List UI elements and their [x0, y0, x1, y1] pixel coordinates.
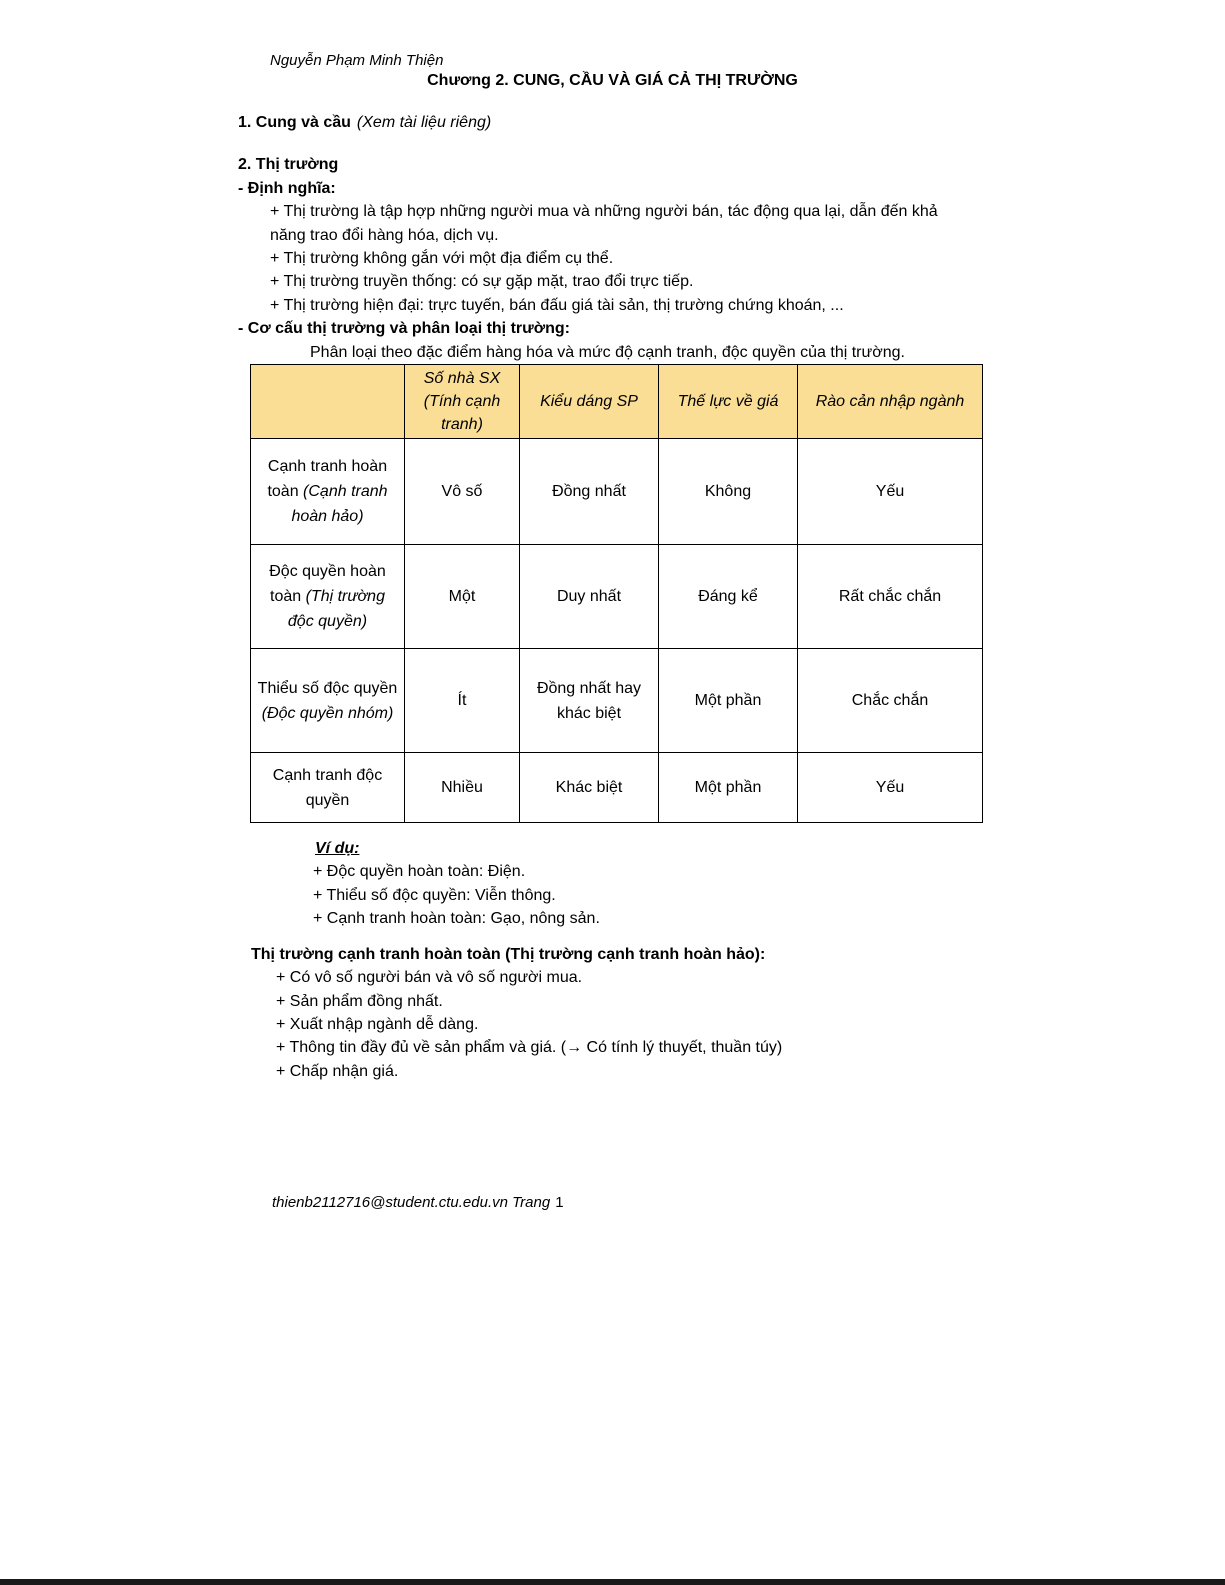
example-item: + Thiểu số độc quyền: Viễn thông.: [313, 886, 556, 904]
perfect-market-item: + Xuất nhập ngành dễ dàng.: [276, 1015, 479, 1033]
row-label-note: (Thị trường độc quyền): [287, 588, 385, 631]
perfect-market-item: + Chấp nhận giá.: [276, 1062, 399, 1080]
author-name: Nguyễn Phạm Minh Thiện: [270, 52, 444, 69]
table-header-cell-price-power: Thế lực về giá: [659, 365, 798, 439]
table-cell: Rất chắc chắn: [798, 545, 983, 649]
row-label-main: Thiểu số độc quyền: [257, 679, 398, 697]
row-label: [251, 753, 405, 823]
row-label-note: (Cạnh tranh hoàn hảo): [291, 483, 388, 526]
table-cell: Chắc chắn: [798, 649, 983, 753]
row-label: [251, 649, 405, 753]
row-label: [251, 439, 405, 545]
market-structure-label: - Cơ cấu thị trường và phân loại thị trường:: [238, 320, 570, 338]
page-number: 1: [555, 1194, 564, 1212]
page-bottom-edge: [0, 1579, 1225, 1585]
definition-label: - Định nghĩa:: [238, 179, 336, 197]
section-2-heading: 2. Thị trường: [238, 156, 339, 174]
examples-heading: Ví dụ:: [315, 840, 360, 858]
table-row: [251, 649, 983, 753]
table-cell: Không: [659, 439, 798, 545]
row-label-main: Cạnh tranh độc quyền: [272, 766, 383, 809]
table-cell: Ít: [405, 649, 520, 753]
table-cell: Vô số: [405, 439, 520, 545]
table-cell: Duy nhất: [520, 545, 659, 649]
table-row: [251, 545, 983, 649]
example-item: + Độc quyền hoàn toàn: Điện.: [313, 863, 526, 881]
table-header-cell-entry-barrier: Rào cản nhập ngành: [798, 365, 983, 439]
table-cell: Đồng nhất hay khác biệt: [520, 649, 659, 753]
row-label-note: (Độc quyền nhóm): [261, 704, 394, 722]
row-label-main: Cạnh tranh hoàn toàn: [267, 458, 388, 501]
table-cell: Một phần: [659, 649, 798, 753]
market-classification-table: [250, 364, 983, 823]
perfect-market-item: + Thông tin đầy đủ về sản phẩm và giá. (→ Có tính lý thuyết, thuần túy): [276, 1039, 783, 1057]
page-footer: [272, 1193, 1225, 1212]
table-header-cell-producers: Số nhà SX (Tính cạnh tranh): [405, 365, 520, 439]
footer-email-text: thienb2112716@student.ctu.edu.vn Trang: [272, 1194, 551, 1212]
table-header-cell-empty: [251, 365, 405, 439]
table-cell: Yếu: [798, 439, 983, 545]
table-cell: Đáng kể: [659, 545, 798, 649]
row-label-main: Độc quyền hoàn toàn: [269, 563, 386, 606]
definition-bullet: + Thị trường hiện đại: trực tuyến, bán đấu giá tài sản, thị trường chứng khoán, ...: [270, 296, 844, 314]
definition-bullet: + Thị trường truyền thống: có sự gặp mặt, trao đổi trực tiếp.: [270, 273, 694, 291]
table-cell: Nhiều: [405, 753, 520, 823]
perfect-market-heading: Thị trường cạnh tranh hoàn toàn (Thị trường cạnh tranh hoàn hảo):: [251, 945, 766, 963]
section-1-heading: 1. Cung và cầu: [238, 114, 351, 131]
table-row: [251, 439, 983, 545]
table-header-cell-product-style: Kiểu dáng SP: [520, 365, 659, 439]
table-cell: Yếu: [798, 753, 983, 823]
table-header-row: [251, 365, 983, 439]
section-1-heading-line: [238, 111, 1225, 134]
definition-bullet: + Thị trường không gắn với một địa điểm cụ thể.: [270, 250, 614, 268]
table-row: [251, 753, 983, 823]
table-cell: Khác biệt: [520, 753, 659, 823]
perfect-market-item: + Có vô số người bán và vô số người mua.: [276, 969, 583, 987]
table-cell: Một phần: [659, 753, 798, 823]
chapter-title: Chương 2. CUNG, CẦU VÀ GIÁ CẢ THỊ TRƯỜNG: [427, 72, 798, 89]
row-label: [251, 545, 405, 649]
example-item: + Cạnh tranh hoàn toàn: Gạo, nông sản.: [313, 910, 600, 928]
table-cell: Đồng nhất: [520, 439, 659, 545]
table-cell: Một: [405, 545, 520, 649]
perfect-market-item: + Sản phẩm đồng nhất.: [276, 992, 443, 1010]
classification-note: Phân loại theo đặc điểm hàng hóa và mức độ cạnh tranh, độc quyền của thị trường.: [310, 343, 905, 361]
section-1-note: (Xem tài liệu riêng): [356, 114, 492, 131]
definition-bullet: + Thị trường là tập hợp những người mua và những người bán, tác động qua lại, dẫn đến khả năng trao đổi hàng hóa, dịch vụ.: [270, 203, 938, 244]
